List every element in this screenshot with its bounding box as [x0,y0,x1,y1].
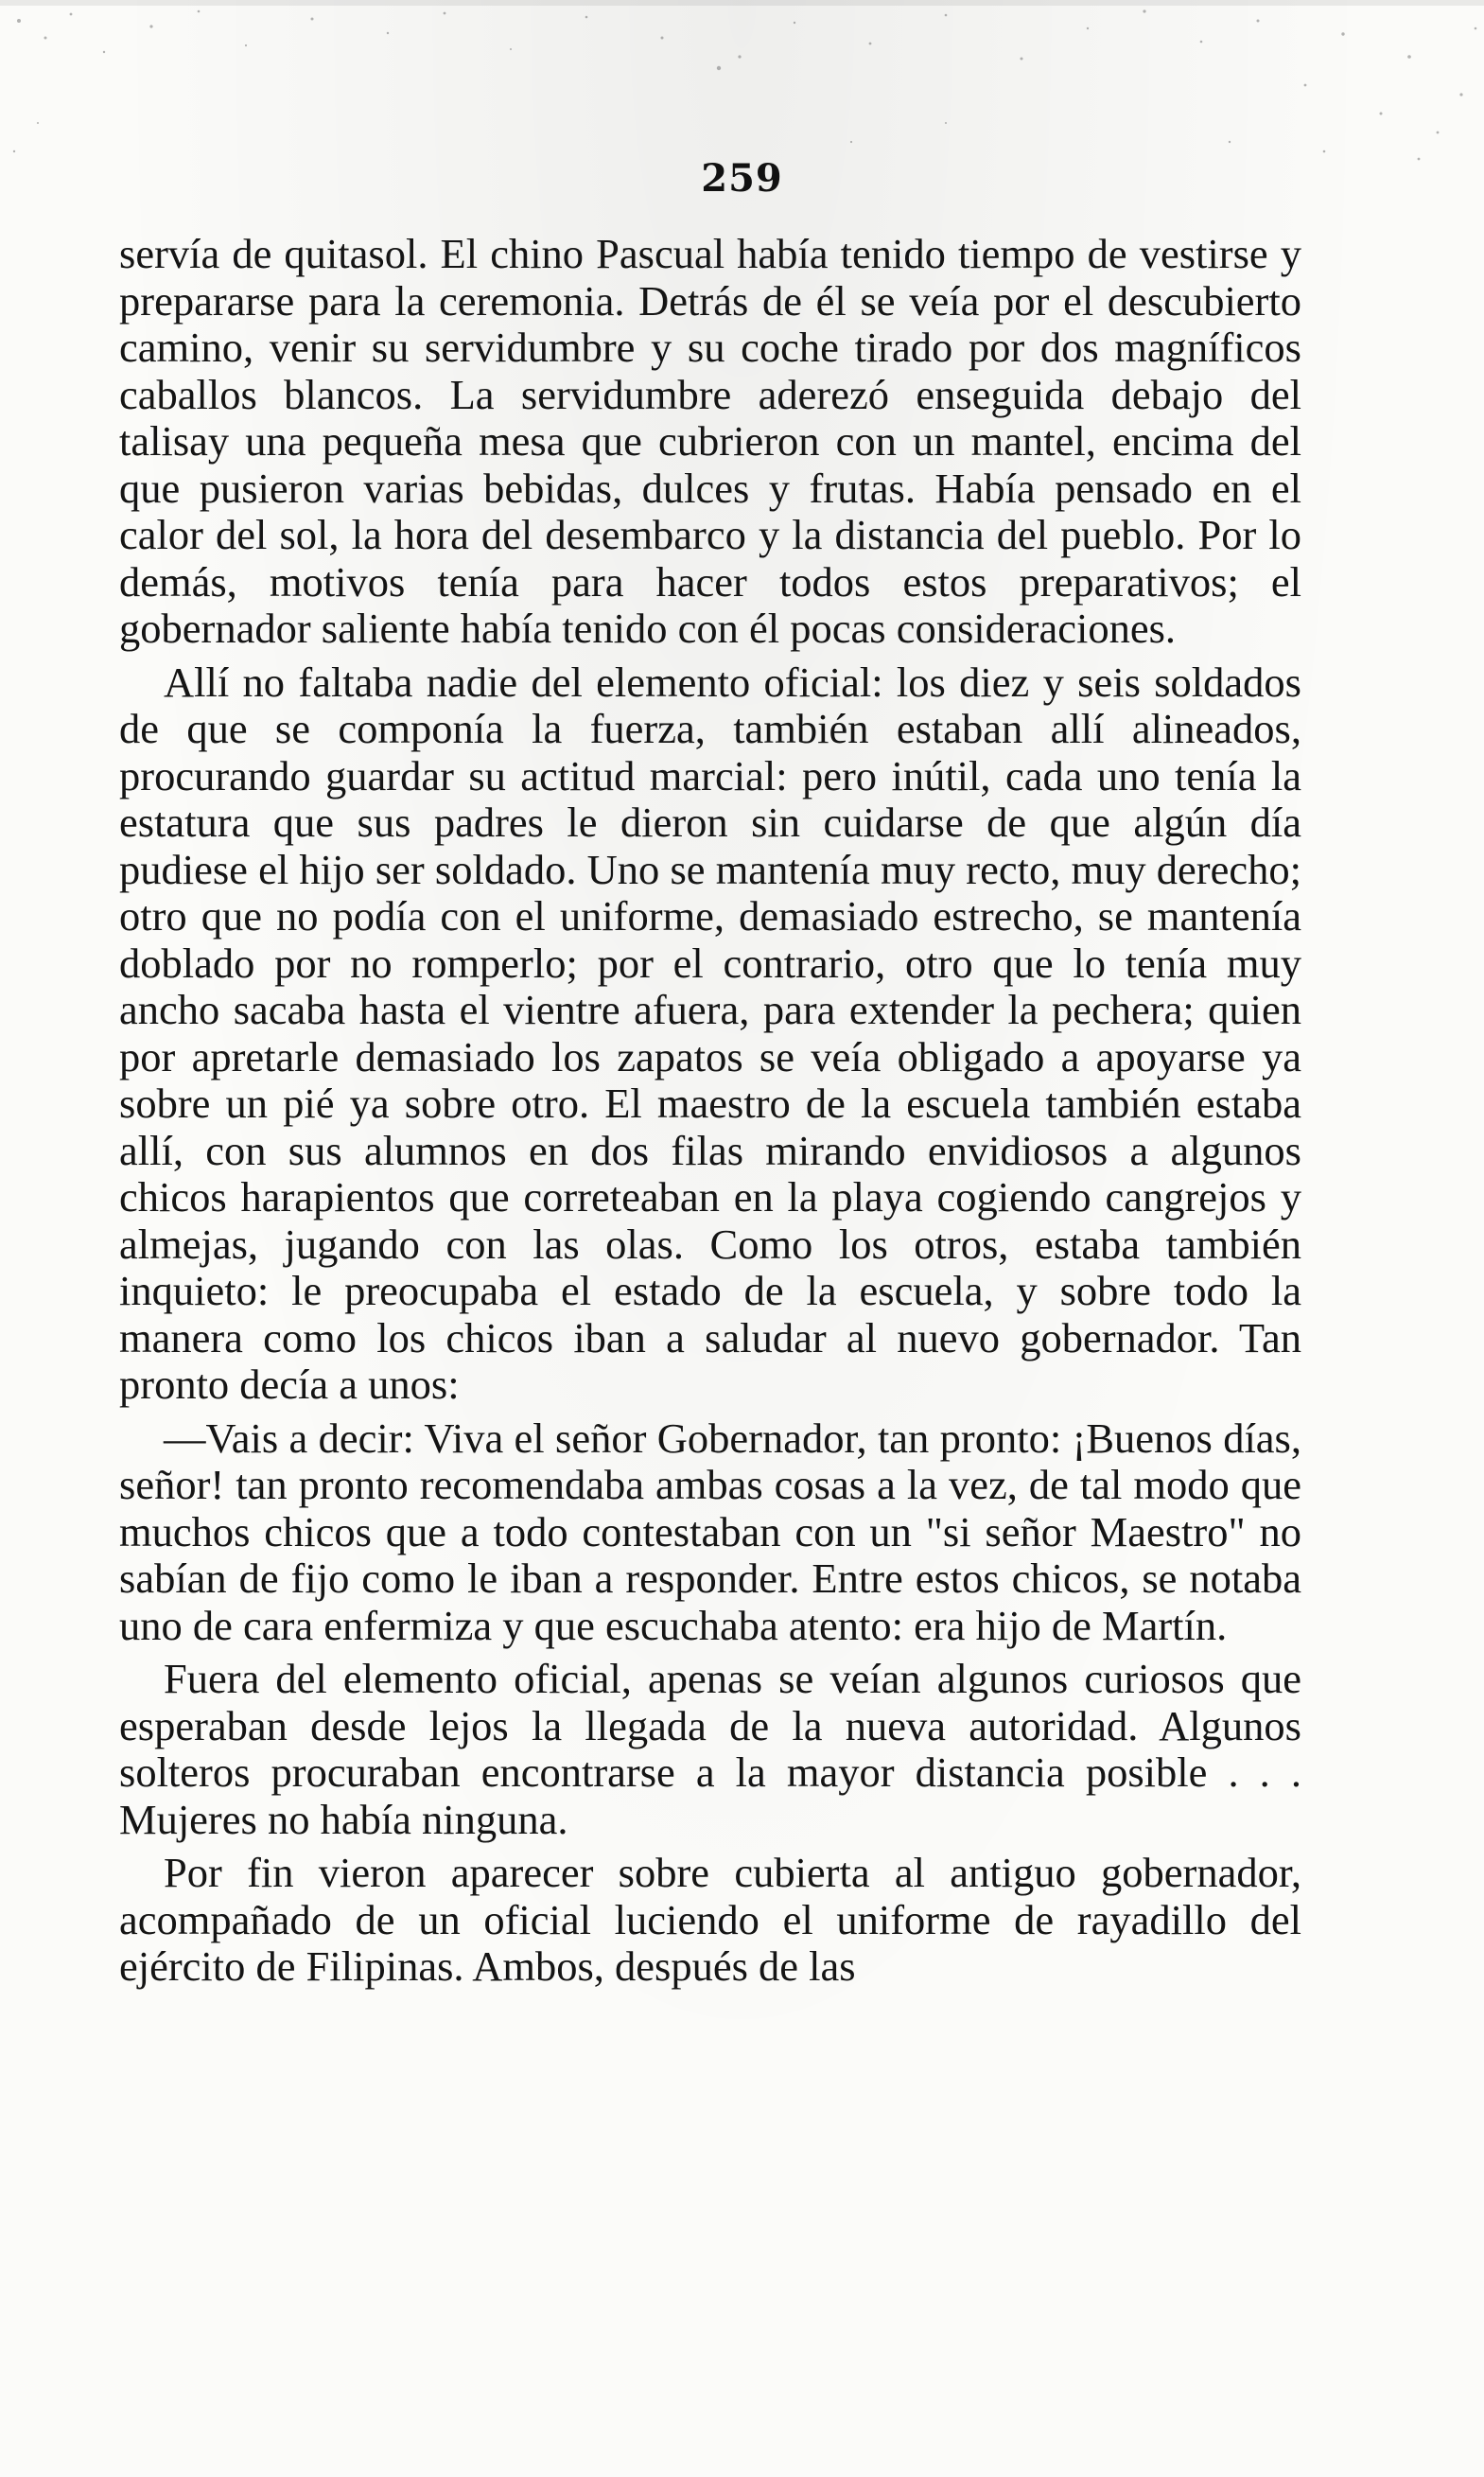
paragraph: Fuera del elemento oficial, apenas se veían algunos curiosos que esperaban desde lejos la llegada de la nueva autoridad. Algunos solteros procuraban encontrarse a la mayor distancia posible . . . Mujeres no había ninguna. [119,1655,1301,1843]
paragraph: servía de quitasol. El chino Pascual había tenido tiempo de vestirse y prepararse para la ceremonia. Detrás de él se veía por el descubierto camino, venir su servidumbre y su coche tirado por dos magníficos caballos blancos. La servidumbre aderezó enseguida debajo del talisay una pequeña mesa que cubrieron con un mantel, encima del que pusieron varias bebidas, dulces y frutas. Había pensado en el calor del sol, la hora del desembarco y la distancia del pueblo. Por lo demás, motivos tenía para hacer todos estos preparativos; el gobernador saliente había tenido con él pocas consideraciones. [119,230,1301,652]
paragraph: —Vais a decir: Viva el señor Gobernador, tan pronto: ¡Buenos días, señor! tan pronto recomendaba ambas cosas a la vez, de tal modo que muchos chicos que a todo contestaban con un "si señor Maestro" no sabían de fijo como le iban a responder. Entre estos chicos, se notaba uno de cara enfermiza y que escuchaba atento: era hijo de Martín. [119,1414,1301,1649]
paragraph: Allí no faltaba nadie del elemento oficial: los diez y seis soldados de que se componía la fuerza, también estaban allí alineados, procurando guardar su actitud marcial: pero inútil, cada uno tenía la estatura que sus padres le dieron sin cuidarse de que algún día pudiese el hijo ser soldado. Uno se mantenía muy recto, muy derecho; otro que no podía con el uniforme, demasiado estrecho, se mantenía doblado por no romperlo; por el contrario, otro que lo tenía muy ancho sacaba hasta el vientre afuera, para extender la pechera; quien por apretarle demasiado los zapatos se veía obligado a apoyarse ya sobre un pié ya sobre otro. El maestro de la escuela también estaba allí, con sus alumnos en dos filas mirando envidiosos a algunos chicos harapientos que correteaban en la playa cogiendo cangrejos y almejas, jugando con las olas. Como los otros, estaba también inquieto: le preocupaba el estado de la escuela, y sobre todo la manera como los chicos iban a saludar al nuevo gobernador. Tan pronto decía a unos: [119,658,1301,1408]
page-number: 259 [701,156,783,201]
paragraph: Por fin vieron aparecer sobre cubierta al antiguo gobernador, acompañado de un oficial luciendo el uniforme de rayadillo del ejército de Filipinas. Ambos, después de las [119,1849,1301,1990]
body-text [119,231,1301,1997]
scan-edge-noise [0,0,1484,161]
